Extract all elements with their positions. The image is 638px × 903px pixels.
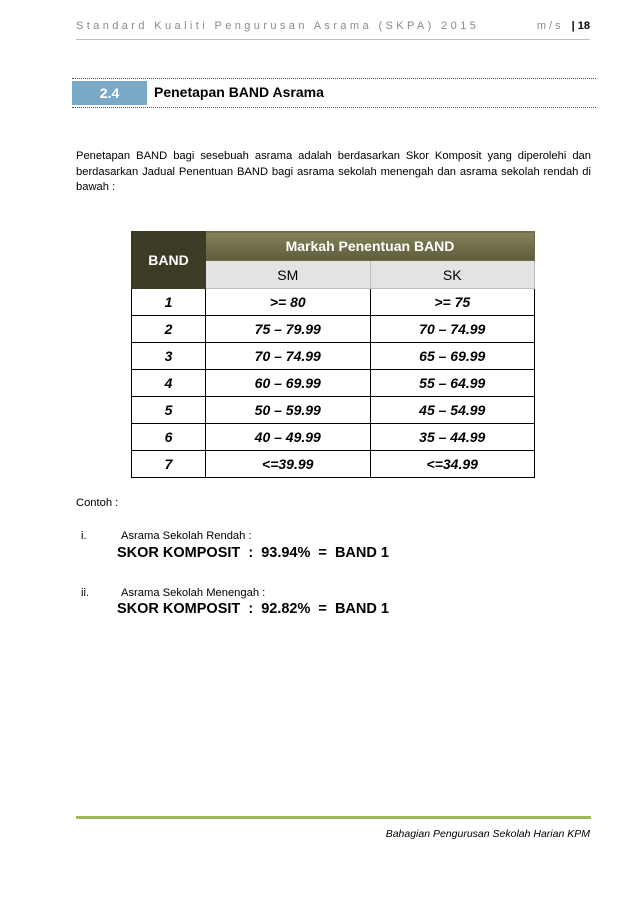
band-cell: 7 <box>132 451 206 478</box>
table-row <box>132 343 535 370</box>
footer-rule <box>76 816 591 819</box>
examples-label: Contoh : <box>76 497 119 509</box>
example-number: i. <box>81 530 87 542</box>
sk-cell: 55 – 64.99 <box>370 370 535 397</box>
example-label <box>81 587 265 599</box>
band-column-header: BAND <box>132 232 206 289</box>
table-row <box>132 370 535 397</box>
example-number: ii. <box>81 587 90 599</box>
band-cell: 6 <box>132 424 206 451</box>
markah-group-header: Markah Penentuan BAND <box>206 232 535 261</box>
sm-cell: 75 – 79.99 <box>206 316 371 343</box>
sm-cell: 60 – 69.99 <box>206 370 371 397</box>
sm-cell: >= 80 <box>206 289 371 316</box>
sk-cell: <=34.99 <box>370 451 535 478</box>
table-row <box>132 397 535 424</box>
sk-cell: 45 – 54.99 <box>370 397 535 424</box>
table-row <box>132 289 535 316</box>
sm-cell: 70 – 74.99 <box>206 343 371 370</box>
table-row <box>132 451 535 478</box>
sm-cell: 40 – 49.99 <box>206 424 371 451</box>
section-number: 2.4 <box>72 81 147 105</box>
sk-cell: >= 75 <box>370 289 535 316</box>
footer-text: Bahagian Pengurusan Sekolah Harian KPM <box>385 828 590 840</box>
page-number: | 18 <box>571 20 590 32</box>
example-label-text: Asrama Sekolah Rendah : <box>121 530 252 542</box>
band-cell: 1 <box>132 289 206 316</box>
example-score: SKOR KOMPOSIT : 92.82% = BAND 1 <box>117 601 389 617</box>
document-title: Standard Kualiti Pengurusan Asrama (SKPA) 2015 <box>76 20 480 32</box>
page-header <box>76 20 590 38</box>
page-indicator <box>537 20 590 32</box>
band-cell: 3 <box>132 343 206 370</box>
example-label <box>81 530 252 542</box>
band-cell: 2 <box>132 316 206 343</box>
sk-column-header: SK <box>370 261 535 289</box>
sk-cell: 65 – 69.99 <box>370 343 535 370</box>
sm-cell: 50 – 59.99 <box>206 397 371 424</box>
intro-paragraph: Penetapan BAND bagi sesebuah asrama adalah berdasarkan Skor Komposit yang diperolehi dan berdasarkan Jadual Penentuan BAND bagi asrama sekolah menengah dan asrama sekolah rendah di bawah : <box>76 150 591 193</box>
section-title: Penetapan BAND Asrama <box>154 84 324 100</box>
section-top-rule <box>72 78 596 79</box>
sk-cell: 35 – 44.99 <box>370 424 535 451</box>
section-bottom-rule <box>72 107 596 108</box>
example-label-text: Asrama Sekolah Menengah : <box>121 587 266 599</box>
sm-cell: <=39.99 <box>206 451 371 478</box>
band-table <box>131 231 535 478</box>
band-cell: 5 <box>132 397 206 424</box>
example-score: SKOR KOMPOSIT : 93.94% = BAND 1 <box>117 545 389 561</box>
band-cell: 4 <box>132 370 206 397</box>
sm-column-header: SM <box>206 261 371 289</box>
page-label: m/s <box>536 20 564 32</box>
sk-cell: 70 – 74.99 <box>370 316 535 343</box>
header-divider <box>76 39 590 40</box>
table-row <box>132 316 535 343</box>
table-row <box>132 424 535 451</box>
